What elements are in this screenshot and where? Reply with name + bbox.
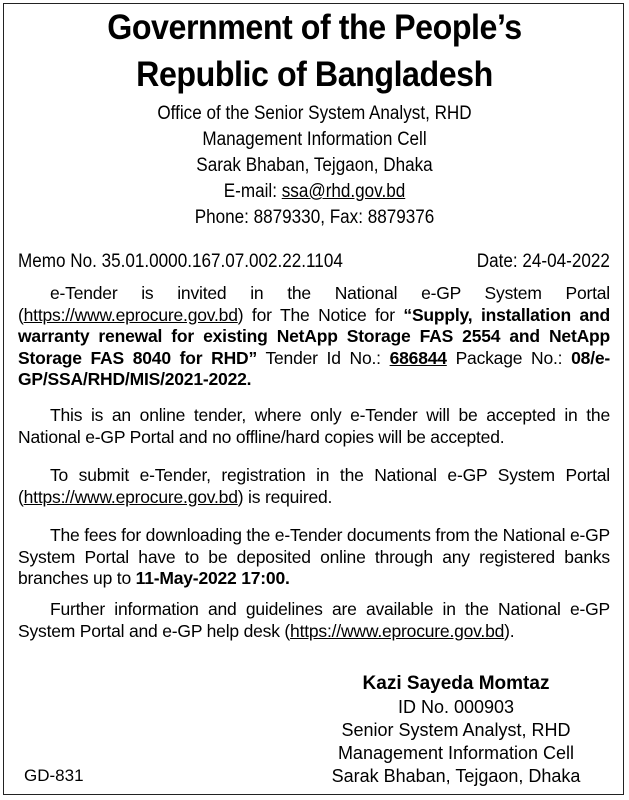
paragraph-further-info <box>18 599 610 642</box>
email-link[interactable]: ssa@rhd.gov.bd <box>281 181 406 202</box>
office-address: Sarak Bhaban, Tejgaon, Dhaka <box>196 155 433 176</box>
paragraph-fees <box>18 525 610 590</box>
eprocure-link-3[interactable]: https://www.eprocure.gov.bd <box>290 620 505 641</box>
p4-text-a: The fees for downloading the e-Tender documents from the National e-GP System Portal have to be deposited online through any registered banks branches up to <box>18 525 610 588</box>
memo-row <box>18 250 610 274</box>
signatory-name: Kazi Sayeda Momtaz <box>362 673 550 694</box>
package-number: 08/e-GP/SSA/RHD/MIS/2021-2022. <box>18 347 611 389</box>
paragraph-registration <box>18 465 610 508</box>
phone-fax: Phone: 8879330, Fax: 8879376 <box>194 207 435 228</box>
paragraph-invitation <box>18 283 610 391</box>
email-label: E-mail: <box>223 181 282 202</box>
p3-text-b: ) is required. <box>237 486 333 507</box>
deadline: 11-May-2022 17:00. <box>135 568 290 588</box>
p3-text-a: To submit e-Tender, registration in the National e-GP System Portal ( <box>18 465 610 507</box>
eprocure-link-2[interactable]: https://www.eprocure.gov.bd <box>23 486 238 507</box>
p1-text-b: ) for The Notice for <box>237 304 404 325</box>
p5-text-a: Further information and guidelines are available in the National e-GP System Portal and e-GP help desk ( <box>18 599 610 641</box>
signatory-id: ID No. 000903 <box>397 697 515 717</box>
memo-number: Memo No. 35.01.0000.167.07.002.22.1104 <box>18 251 343 272</box>
office-name: Office of the Senior System Analyst, RHD <box>157 103 472 124</box>
paragraph-online-only: This is an online tender, where only e-Tender will be accepted in the National e-GP Portal and no offline/hard copies will be accepted. <box>18 405 610 447</box>
p1-text-a: e-Tender is invited in the National e-GP System Portal ( <box>18 283 610 325</box>
email-line <box>31 180 597 204</box>
gd-number: GD-831 <box>24 766 84 785</box>
p1-text-c: Tender Id No.: <box>257 347 390 368</box>
p5-text-b: ). <box>504 620 515 641</box>
tender-title: “Supply, installation and warranty renewal for existing NetApp Storage FAS 2554 and NetApp Storage FAS 8040 for RHD” <box>18 304 611 368</box>
cell-name: Management Information Cell <box>202 129 427 150</box>
tender-id: 686844 <box>389 347 447 368</box>
eprocure-link-1[interactable]: https://www.eprocure.gov.bd <box>23 304 238 325</box>
memo-date: Date: 24-04-2022 <box>476 251 610 272</box>
p1-text-d: Package No.: <box>446 347 572 368</box>
title-line-1: Government of the People’s <box>107 8 522 47</box>
title-line-2: Republic of Bangladesh <box>136 55 493 94</box>
signatory-address: Sarak Bhaban, Tejgaon, Dhaka <box>331 766 581 786</box>
signatory-cell: Management Information Cell <box>337 743 575 763</box>
signatory-designation: Senior System Analyst, RHD <box>341 720 571 740</box>
